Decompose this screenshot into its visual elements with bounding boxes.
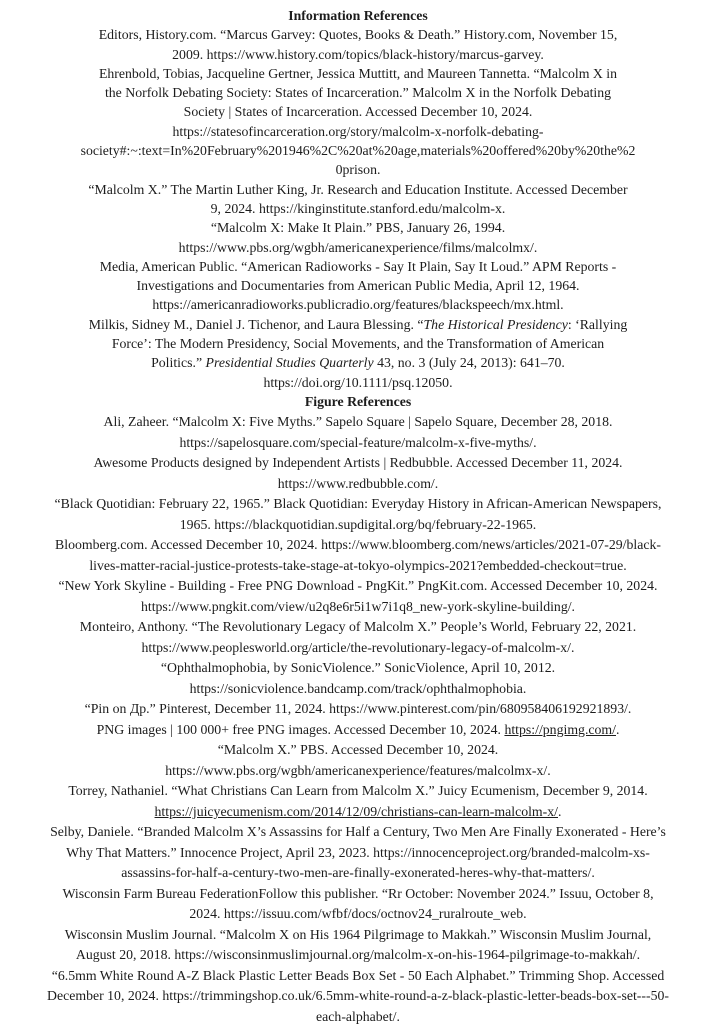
reference-text: https://sapelosquare.com/special-feature/malcolm-x-five-myths/. <box>179 434 537 450</box>
reference-line <box>0 556 716 577</box>
reference-line <box>0 638 716 659</box>
reference-entry <box>0 494 716 535</box>
reference-text: “6.5mm White Round A-Z Black Plastic Letter Beads Box Set - 50 Each Alphabet.” Trimming Shop. Accessed <box>51 967 665 983</box>
reference-text: 43, no. 3 (July 24, 2013): 641–70. <box>373 355 565 371</box>
reference-text: . <box>615 721 620 737</box>
reference-text: “Malcolm X.” PBS. Accessed December 10, 2024. <box>217 742 499 758</box>
reference-text: https://www.redbubble.com/. <box>277 475 439 491</box>
reference-line <box>0 597 716 618</box>
reference-line <box>0 740 716 761</box>
reference-line <box>0 122 716 141</box>
reference-text: https://doi.org/10.1111/psq.12050. <box>263 374 453 390</box>
reference-text: Investigations and Documentaries from American Public Media, April 12, 1964. <box>136 278 580 294</box>
reference-text: Why That Matters.” Innocence Project, April 23, 2023. https://innocenceproject.org/branded-malcolm-xs- <box>66 844 650 860</box>
references-section <box>0 392 716 1027</box>
reference-text: Milkis, Sidney M., Daniel J. Tichenor, and Laura Blessing. “ <box>88 316 424 332</box>
reference-line <box>0 945 716 966</box>
reference-line <box>0 83 716 102</box>
reference-line <box>0 218 716 237</box>
reference-text: Politics.” <box>151 355 206 371</box>
reference-entry <box>0 257 716 315</box>
reference-text: . <box>558 803 562 819</box>
italic-title-text: The Historical Presidency <box>423 316 568 332</box>
reference-entry <box>0 315 716 392</box>
reference-entry <box>0 218 716 257</box>
reference-text: “Ophthalmophobia, by SonicViolence.” SonicViolence, April 10, 2012. <box>160 660 556 676</box>
reference-text: “Malcolm X: Make It Plain.” PBS, January 26, 1994. <box>210 220 506 236</box>
reference-line <box>0 102 716 121</box>
reference-text: “Black Quotidian: February 22, 1965.” Black Quotidian: Everyday History in African-American Newspapers, <box>54 496 662 512</box>
reference-text: 1965. https://blackquotidian.supdigital.org/bq/february-22-1965. <box>179 516 537 532</box>
reference-text: https://americanradioworks.publicradio.org/features/blackspeech/mx.html. <box>152 297 564 313</box>
references-section <box>0 6 716 392</box>
section-heading: Information References <box>288 8 428 23</box>
reference-line <box>0 295 716 314</box>
reference-entry <box>0 25 716 64</box>
reference-text: each-alphabet/. <box>316 1008 400 1024</box>
reference-line <box>0 966 716 987</box>
reference-text: “New York Skyline - Building - Free PNG Download - PngKit.” PngKit.com. Accessed December 10, 2024. <box>58 578 658 594</box>
reference-line <box>0 141 716 160</box>
reference-text: Ehrenbold, Tobias, Jacqueline Gertner, Jessica Muttitt, and Maureen Tannetta. “Malcolm X in <box>98 65 618 81</box>
reference-line <box>0 453 716 474</box>
reference-text: Monteiro, Anthony. “The Revolutionary Legacy of Malcolm X.” People’s World, February 22, 2021. <box>79 619 637 635</box>
reference-entry <box>0 535 716 576</box>
reference-line <box>0 781 716 802</box>
reference-text: https://www.pbs.org/wgbh/americanexperience/features/malcolmx-x/. <box>165 762 551 778</box>
reference-line <box>0 535 716 556</box>
reference-line <box>0 699 716 720</box>
reference-text: Society | States of Incarceration. Accessed December 10, 2024. <box>183 104 533 120</box>
reference-text: 0prison. <box>335 162 381 178</box>
reference-text: 2024. https://issuu.com/wfbf/docs/octnov24_ruralroute_web. <box>189 906 527 922</box>
reference-text: https://statesofincarceration.org/story/malcolm-x-norfolk-debating- <box>172 123 544 139</box>
reference-line <box>0 199 716 218</box>
reference-line <box>0 353 716 372</box>
reference-line <box>0 679 716 700</box>
reference-line <box>0 238 716 257</box>
reference-line <box>0 474 716 495</box>
reference-line <box>0 315 716 334</box>
reference-line <box>0 180 716 199</box>
reference-line <box>0 160 716 179</box>
reference-entry <box>0 699 716 720</box>
reference-line <box>0 433 716 454</box>
reference-line <box>0 863 716 884</box>
reference-line <box>0 276 716 295</box>
reference-text: August 20, 2018. https://wisconsinmuslimjournal.org/malcolm-x-on-his-1964-pilgrimage-to-makkah/. <box>75 947 641 963</box>
reference-line <box>0 617 716 638</box>
reference-entry <box>0 64 716 180</box>
reference-entry <box>0 740 716 781</box>
reference-text: https://sonicviolence.bandcamp.com/track/ophthalmophobia. <box>189 680 527 696</box>
reference-hyperlink[interactable]: https://juicyecumenism.com/2014/12/09/christians-can-learn-malcolm-x/ <box>154 803 558 819</box>
reference-line <box>0 45 716 64</box>
reference-entry <box>0 925 716 966</box>
reference-line <box>0 412 716 433</box>
reference-entry <box>0 412 716 453</box>
reference-text: the Norfolk Debating Society: States of Incarceration.” Malcolm X in the Norfolk Debating <box>104 85 612 101</box>
reference-line <box>0 257 716 276</box>
reference-text: 2009. https://www.history.com/topics/black-history/marcus-garvey. <box>172 46 544 62</box>
reference-entry <box>0 884 716 925</box>
reference-text: lives-matter-racial-justice-protests-take-stage-at-tokyo-olympics-2021?embedded-checkout=true. <box>89 557 627 573</box>
reference-text: Awesome Products designed by Independent Artists | Redbubble. Accessed December 11, 2024. <box>93 455 623 471</box>
reference-line <box>0 720 716 741</box>
reference-text: Torrey, Nathaniel. “What Christians Can Learn from Malcolm X.” Juicy Ecumenism, December 9, 2014. <box>68 783 648 799</box>
reference-text: assassins-for-half-a-century-two-men-are-finally-exonerated-heres-why-that-matters/. <box>121 865 595 881</box>
reference-text: Wisconsin Muslim Journal. “Malcolm X on His 1964 Pilgrimage to Makkah.” Wisconsin Muslim Journal, <box>64 926 652 942</box>
reference-line <box>0 334 716 353</box>
reference-text: https://www.peoplesworld.org/article/the-revolutionary-legacy-of-malcolm-x/. <box>141 639 575 655</box>
reference-text: 9, 2024. https://kinginstitute.stanford.edu/malcolm-x. <box>210 200 506 216</box>
reference-line <box>0 658 716 679</box>
reference-line <box>0 515 716 536</box>
reference-line <box>0 884 716 905</box>
reference-text: “Malcolm X.” The Martin Luther King, Jr. Research and Education Institute. Accessed December <box>88 181 628 197</box>
reference-text: PNG images | 100 000+ free PNG images. Accessed December 10, 2024. <box>96 721 505 737</box>
reference-entry <box>0 781 716 822</box>
reference-text: society#:~:text=In%20February%201946%2C%20at%20age,materials%20offered%20by%20the%2 <box>80 143 636 159</box>
reference-line <box>0 802 716 823</box>
reference-line <box>0 761 716 782</box>
reference-text: Bloomberg.com. Accessed December 10, 2024. https://www.bloomberg.com/news/articles/2021-07-29/black- <box>55 537 661 553</box>
reference-line <box>0 925 716 946</box>
reference-text: : ‘Rallying <box>567 316 628 332</box>
reference-text: Force’: The Modern Presidency, Social Movements, and the Transformation of American <box>111 336 605 352</box>
reference-line <box>0 373 716 392</box>
reference-line <box>0 822 716 843</box>
reference-text: Ali, Zaheer. “Malcolm X: Five Myths.” Sapelo Square | Sapelo Square, December 28, 2018. <box>103 414 613 430</box>
reference-line <box>0 986 716 1007</box>
reference-text: Media, American Public. “American Radioworks - Say It Plain, Say It Loud.” APM Reports - <box>99 258 617 274</box>
reference-line <box>0 843 716 864</box>
reference-entry <box>0 453 716 494</box>
reference-text: https://www.pbs.org/wgbh/americanexperience/films/malcolmx/. <box>178 239 538 255</box>
reference-entry <box>0 822 716 884</box>
reference-entry <box>0 180 716 219</box>
italic-title-text: Presidential Studies Quarterly <box>205 355 374 371</box>
reference-line <box>0 25 716 44</box>
reference-entry <box>0 658 716 699</box>
reference-line <box>0 494 716 515</box>
reference-entry <box>0 576 716 617</box>
reference-entry <box>0 720 716 741</box>
reference-text: https://www.pngkit.com/view/u2q8e6r5i1w7i1q8_new-york-skyline-building/. <box>140 598 576 614</box>
section-heading: Figure References <box>304 393 412 409</box>
reference-line <box>0 904 716 925</box>
reference-hyperlink[interactable]: https://pngimg.com/ <box>504 721 616 737</box>
reference-line <box>0 576 716 597</box>
reference-entry <box>0 966 716 1027</box>
reference-line <box>0 64 716 83</box>
reference-text: Editors, History.com. “Marcus Garvey: Quotes, Books & Death.” History.com, November 15, <box>98 27 618 43</box>
reference-text: “Pin on Др.” Pinterest, December 11, 2024. https://www.pinterest.com/pin/680958406192921893/. <box>84 701 632 717</box>
reference-text: December 10, 2024. https://trimmingshop.co.uk/6.5mm-white-round-a-z-black-plastic-letter-beads-box-set---50- <box>47 988 669 1004</box>
reference-text: Wisconsin Farm Bureau FederationFollow this publisher. “Rr October: November 2024.” Issuu, October 8, <box>62 885 654 901</box>
reference-text: Selby, Daniele. “Branded Malcolm X’s Assassins for Half a Century, Two Men Are Finally Exonerated - Here’s <box>50 824 666 840</box>
reference-entry <box>0 617 716 658</box>
